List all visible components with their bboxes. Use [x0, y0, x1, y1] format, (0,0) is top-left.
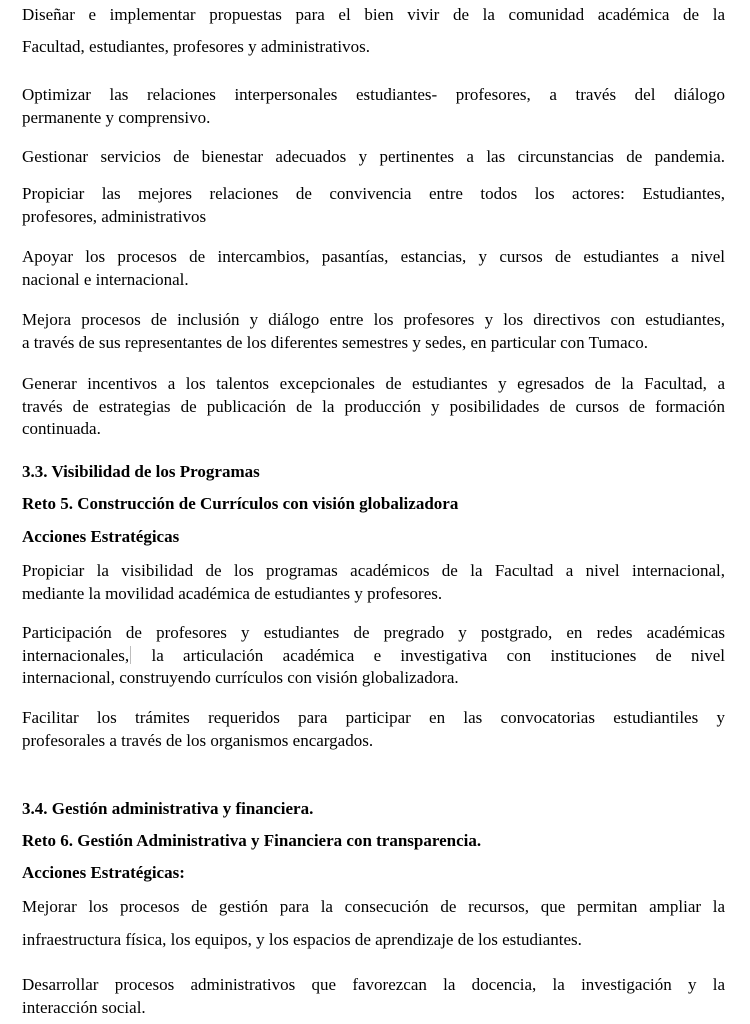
paragraph-line: Mejora procesos de inclusión y diálogo entre los profesores y los directivos con estudiantes,	[22, 310, 725, 329]
paragraph-line: internacional, construyendo currículos con visión globalizadora.	[22, 668, 459, 687]
paragraph-line: Gestionar servicios de bienestar adecuados y pertinentes a las circunstancias de pandemia.	[22, 147, 725, 166]
line-fragment: la articulación académica e investigativa con instituciones de nivel	[151, 645, 726, 665]
paragraph-mejorar-gestion-line1	[22, 896, 725, 919]
paragraph-line: infraestructura física, los equipos, y los espacios de aprendizaje de los estudiantes.	[22, 930, 582, 949]
paragraph-optimizar	[22, 84, 725, 129]
paragraph-generar-incentivos	[22, 373, 725, 441]
paragraph-line: Facultad, estudiantes, profesores y administrativos.	[22, 37, 370, 56]
paragraph-line: interacción social.	[22, 997, 146, 1017]
section-heading-3-3: 3.3. Visibilidad de los Programas	[22, 462, 260, 481]
paragraph-gestionar	[22, 146, 725, 169]
paragraph-line	[22, 645, 725, 668]
paragraph-line: Propiciar la visibilidad de los programas académicos de la Facultad a nivel internacional,	[22, 561, 725, 580]
paragraph-line: Participación de profesores y estudiantes de pregrado y postgrado, en redes académicas	[22, 623, 725, 642]
paragraph-line: través de estrategias de publicación de la producción y posibilidades de cursos de formación	[22, 396, 725, 416]
paragraph-line: a través de sus representantes de los diferentes semestres y sedes, en particular con Tumaco.	[22, 332, 648, 352]
paragraph-desarrollar	[22, 974, 725, 1019]
text-cursor	[130, 646, 131, 664]
paragraph-bien-vivir-line2	[22, 36, 725, 59]
paragraph-participacion	[22, 622, 725, 690]
acciones-estrategicas-heading: Acciones Estratégicas	[22, 527, 180, 546]
paragraph-line: Desarrollar procesos administrativos que favorezcan la docencia, la investigación y la	[22, 975, 725, 994]
paragraph-line: Mejorar los procesos de gestión para la consecución de recursos, que permitan ampliar la	[22, 897, 725, 916]
section-heading-3-4: 3.4. Gestión administrativa y financiera.	[22, 799, 314, 818]
paragraph-line: continuada.	[22, 419, 101, 438]
paragraph-propiciar-visibilidad	[22, 560, 725, 605]
paragraph-line: mediante la movilidad académica de estudiantes y profesores.	[22, 583, 443, 603]
line-fragment: internacionales	[22, 645, 125, 665]
reto-5-heading: Reto 5. Construcción de Currículos con visión globalizadora	[22, 494, 459, 513]
paragraph-line: Facilitar los trámites requeridos para participar en las convocatorias estudiantiles y	[22, 708, 725, 727]
paragraph-line: profesores, administrativos	[22, 206, 207, 226]
paragraph-facilitar	[22, 707, 725, 752]
paragraph-line: Diseñar e implementar propuestas para el bien vivir de la comunidad académica de la	[22, 5, 725, 24]
paragraph-line: Propiciar las mejores relaciones de convivencia entre todos los actores: Estudiantes,	[22, 184, 725, 203]
comma: ,	[124, 645, 130, 665]
paragraph-line: nacional e internacional.	[22, 269, 189, 289]
paragraph-mejorar-gestion-line2	[22, 929, 725, 952]
paragraph-line: Generar incentivos a los talentos excepcionales de estudiantes y egresados de la Facultad, a	[22, 374, 725, 393]
paragraph-line: profesorales a través de los organismos encargados.	[22, 730, 374, 750]
paragraph-line: Apoyar los procesos de intercambios, pasantías, estancias, y cursos de estudiantes a nivel	[22, 247, 725, 266]
paragraph-mejora-inclusion	[22, 309, 725, 354]
paragraph-bien-vivir-line1	[22, 4, 725, 27]
paragraph-line: Optimizar las relaciones interpersonales estudiantes- profesores, a través del diálogo	[22, 85, 725, 104]
acciones-estrategicas-heading-2: Acciones Estratégicas:	[22, 863, 185, 882]
reto-6-heading: Reto 6. Gestión Administrativa y Financiera con transparencia.	[22, 831, 482, 850]
paragraph-apoyar	[22, 246, 725, 291]
paragraph-propiciar-convivencia	[22, 183, 725, 228]
paragraph-line: permanente y comprensivo.	[22, 107, 211, 127]
